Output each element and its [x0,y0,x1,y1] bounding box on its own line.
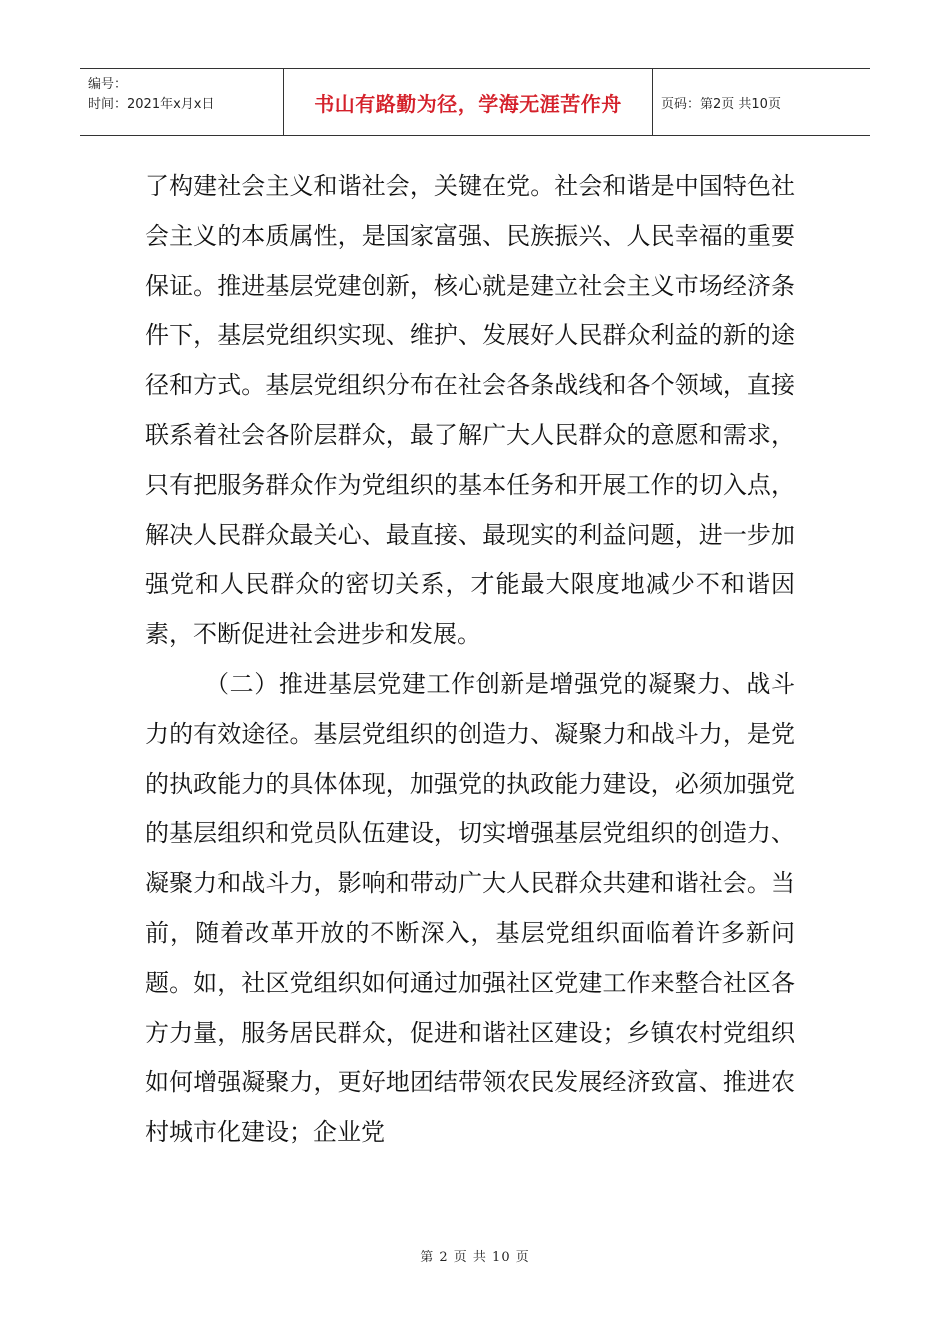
document-header [80,68,870,136]
header-meta [80,69,283,135]
header-motto: 书山有路勤为径，学海无涯苦作舟 [314,91,622,116]
document-body [145,162,795,1158]
header-motto-cell [283,69,653,135]
page-footer: 第 2 页 共 10 页 [420,1250,530,1265]
body-paragraph: 了构建社会主义和谐社会，关键在党。社会和谐是中国特色社会主义的本质属性，是国家富强、民族振兴、人民幸福的重要保证。推进基层党建创新，核心就是建立社会主义市场经济条件下，基层党组织实现、维护、发展好人民群众利益的新的途径和方式。基层党组织分布在社会各条战线和各个领域，直接联系着社会各阶层群众，最了解广大人民群众的意愿和需求，只有把服务群众作为党组织的基本任务和开展工作的切入点，解决人民群众最关心、最直接、最现实的利益问题，进一步加强党和人民群众的密切关系，才能最大限度地减少不和谐因素，不断促进社会进步和发展。 [145,172,795,649]
body-paragraph: （二）推进基层党建工作创新是增强党的凝聚力、战斗力的有效途径。基层党组织的创造力、凝聚力和战斗力，是党的执政能力的具体体现，加强党的执政能力建设，必须加强党的基层组织和党员队伍建设，切实增强基层党组织的创造力、凝聚力和战斗力，影响和带动广大人民群众共建和谐社会。当前，随着改革开放的不断深入，基层党组织面临着许多新问题。如，社区党组织如何通过加强社区党建工作来整合社区各方力量，服务居民群众，促进和谐社区建设；乡镇农村党组织如何增强凝聚力，更好地团结带领农民发展经济致富、推进农村城市化建设；企业党 [145,669,795,1147]
header-page-code: 页码：第2页 共10页 [661,96,781,112]
document-number-label: 编号： [88,77,128,92]
header-page-code-cell [653,69,870,135]
document-date: 时间：2021年x月x日 [88,97,215,112]
